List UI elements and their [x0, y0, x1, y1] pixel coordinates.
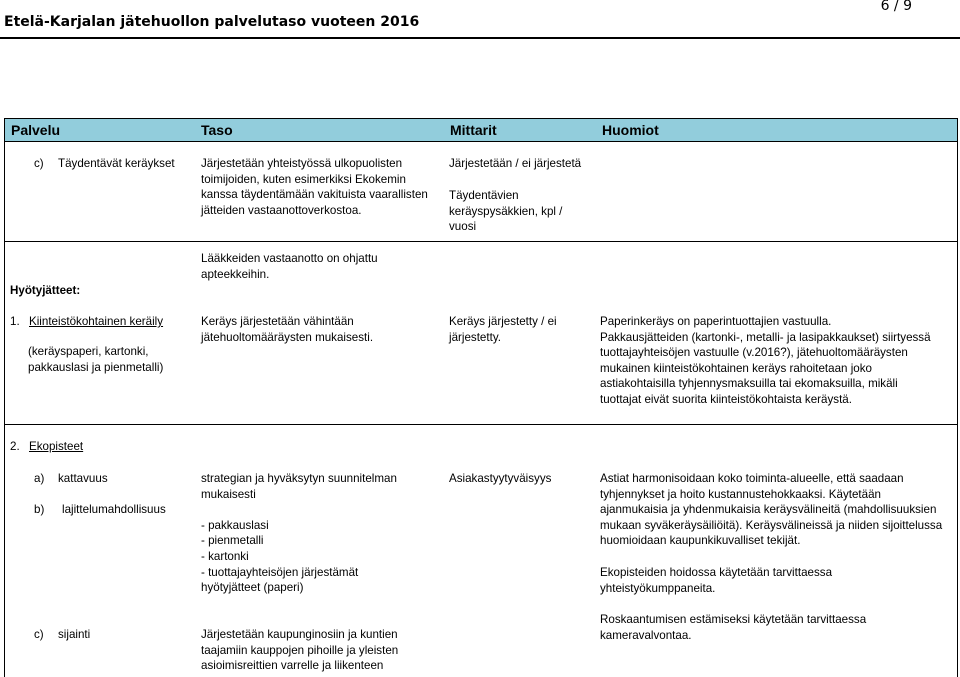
row-2c-huomiot: Roskaantumisen estämiseksi käytetään tarvittaessa kameravalvontaa.	[600, 613, 867, 642]
row-1-sublabel: (keräyspaperi, kartonki, pakkauslasi ja pienmetalli)	[28, 345, 164, 374]
row-1-huomiot: Paperinkeräys on paperintuottajien vastuulla. Pakkausjätteiden (kartonki-, metalli- ja lasipakkaukset) siirtyessä tuottajayhteisöjen vastuulle (v.2016?), jätehuoltomääräysten mukainen kiinteistökohtainen keräys rahoitetaan joko astiakohtaisilla tyhjennysmaksuilla tai ekomaksuilla, mikäli tuottajat eivät suorita kiinteistökohtaista keräystä.	[600, 315, 931, 406]
row-2b-label: lajittelumahdollisuus	[62, 503, 166, 516]
row-2a-prefix: a)	[34, 472, 45, 485]
row-1-label: Kiinteistökohtainen keräily	[29, 315, 164, 328]
row-divider	[4, 424, 958, 425]
table-border-left	[4, 118, 5, 677]
row-c-mittarit-2: Täydentävien keräyspysäkkien, kpl / vuosi	[449, 189, 563, 234]
table-header	[4, 118, 958, 142]
row-2-taso: strategian ja hyväksytyn suunnitelman mukaisesti - pakkauslasi - pienmetalli - kartonki - tuottajayhteisöjen järjestämät hyötyjätteet (paperi)	[201, 472, 397, 595]
row-1-taso: Keräys järjestetään vähintään jätehuoltomääräysten mukaisesti.	[201, 315, 374, 344]
row-2-huomiot-2: Ekopisteiden hoidossa käytetään tarvittaessa yhteistyökumppaneita.	[600, 566, 833, 595]
row-c-prefix: c)	[34, 157, 44, 170]
row-2-huomiot-1: Astiat harmonisoidaan koko toiminta-alueelle, että saadaan tyhjennykset ja hoito kustannustehokkaaksi. Käytetään ajanmukaisia ja yhdenmukaisia keräysvälineitä (mahdollisuuksien mukaan syväkeräysäiliöitä). Keräysvälineissä ja niiden sijoittelussa huomioidaan kaupunkikuvalliset tekijät.	[600, 472, 943, 548]
table-border-right	[957, 118, 958, 677]
row-c-label: Täydentävät keräykset	[58, 157, 175, 170]
row-c-taso: Järjestetään yhteistyössä ulkopuolisten toimijoiden, kuten esimerkiksi Ekokemin kanssa täydentämään vakituista vaarallisten jätteiden vastaanottoverkostoa.	[201, 157, 428, 217]
row-2-mittarit: Asiakastyytyväisyys	[449, 472, 552, 485]
header-rule	[0, 37, 960, 39]
row-1-mittarit: Keräys järjestetty / ei järjestetty.	[449, 315, 557, 344]
row-2c-prefix: c)	[34, 628, 44, 641]
row-1-number: 1.	[10, 315, 20, 328]
row-2-number: 2.	[10, 440, 20, 453]
row-2c-taso: Järjestetään kaupunginosiin ja kuntien taajamiin kauppojen pihoille ja yleisten asioimisreittien varrelle ja liikenteen	[201, 628, 399, 673]
column-header-taso: Taso	[201, 122, 233, 138]
row-c-taso-2: Lääkkeiden vastaanotto on ohjattu apteekkeihin.	[201, 252, 378, 281]
row-2a-label: kattavuus	[58, 472, 108, 485]
row-2c-label: sijainti	[58, 628, 91, 641]
row-divider	[4, 241, 958, 242]
page-number: 6 / 9	[880, 0, 912, 14]
row-c-mittarit-1: Järjestetään / ei järjestetä	[449, 157, 582, 170]
column-header-palvelu: Palvelu	[11, 122, 61, 138]
column-header-huomiot: Huomiot	[602, 122, 659, 138]
document-title: Etelä-Karjalan jätehuollon palvelutaso vuoteen 2016	[4, 14, 420, 30]
column-header-mittarit: Mittarit	[450, 122, 497, 138]
section-hyotyjatteet-title: Hyötyjätteet:	[10, 284, 81, 297]
row-2b-prefix: b)	[34, 503, 45, 516]
row-2-label: Ekopisteet	[29, 440, 84, 453]
